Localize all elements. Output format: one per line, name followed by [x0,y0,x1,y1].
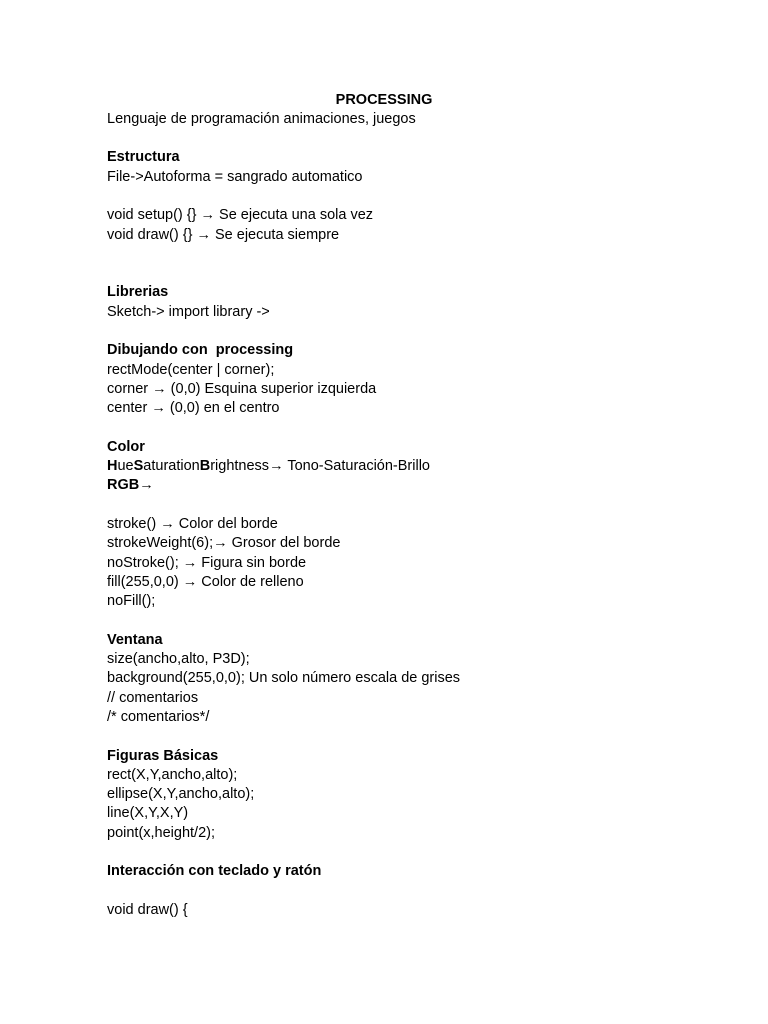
heading-dibujando: Dibujando con processing [107,342,294,359]
draw-line [107,226,727,245]
stroke-line [107,515,727,534]
size-line: size(ancho,alto, P3D); [107,651,250,668]
draw-open-line: void draw() { [107,901,188,918]
strokeweight-desc: Grosor del borde [231,535,341,552]
arrow-icon: → [139,477,154,494]
nostroke-desc: Figura sin borde [201,554,307,571]
stroke-desc: Color del borde [178,516,278,533]
fill-desc: Color de relleno [201,573,304,590]
point-line: point(x,height/2); [107,824,216,841]
rgb-line [107,476,727,495]
stroke-code: stroke() [107,516,157,533]
arrow-icon: → [182,554,198,571]
heading-figuras: Figuras Básicas [107,747,219,764]
rect-line: rect(X,Y,ancho,alto); [107,766,238,783]
hsb-ue: ue [117,458,134,475]
comment-line-2: /* comentarios*/ [107,709,210,725]
rgb-label: RGB [107,477,140,494]
heading-ventana: Ventana [107,631,163,648]
hsb-line [107,457,727,476]
center-line [107,399,727,418]
heading-estructura: Estructura [107,149,180,166]
hsb-rightness: rightness [210,458,270,475]
librerias-line: Sketch-> import library -> [107,303,270,320]
hsb-h: H [107,458,118,475]
arrow-icon: → [151,400,166,417]
heading-interaccion: Interacción con teclado y ratón [107,863,322,880]
arrow-icon: → [200,207,216,224]
center-code: center [107,400,148,417]
strokeweight-code: strokeWeight(6); [107,535,214,552]
arrow-icon: → [269,458,284,475]
setup-desc: Se ejecuta una sola vez [219,207,374,224]
document-body [107,110,727,920]
center-desc: (0,0) en el centro [169,400,280,417]
arrow-icon: → [160,516,175,533]
ellipse-line: ellipse(X,Y,ancho,alto); [107,786,255,803]
arrow-icon: → [213,535,228,552]
subtitle: Lenguaje de programación animaciones, juegos [107,110,416,127]
hsb-b: B [199,458,211,475]
hsb-desc: Tono-Saturación-Brillo [287,458,430,475]
fill-line [107,573,727,592]
document-title: PROCESSING [335,91,433,108]
arrow-icon: → [152,380,167,397]
arrow-icon: → [182,573,198,590]
corner-line [107,380,727,399]
draw-code: void draw() {} [107,226,193,243]
autoform-line: File->Autoforma = sangrado automatico [107,168,363,185]
nostroke-line [107,554,727,573]
hsb-s: S [133,458,144,475]
setup-line [107,206,727,225]
rectmode-line: rectMode(center | corner); [107,361,275,378]
background-line: background(255,0,0); Un solo número escala de grises [107,670,461,687]
heading-color: Color [107,438,145,455]
draw-desc: Se ejecuta siempre [215,226,340,243]
line-line: line(X,Y,X,Y) [107,805,189,822]
hsb-aturation: aturation [143,458,200,475]
arrow-icon: → [196,226,211,243]
corner-code: corner [107,380,149,397]
fill-code: fill(255,0,0) [107,573,179,590]
strokeweight-line [107,534,727,553]
corner-desc: (0,0) Esquina superior izquierda [170,380,377,397]
comment-line-1: // comentarios [107,689,199,706]
setup-code: void setup() {} [107,207,197,224]
heading-librerias: Librerias [107,284,169,301]
nofill-line: noFill(); [107,593,156,610]
nostroke-code: noStroke(); [107,554,179,571]
